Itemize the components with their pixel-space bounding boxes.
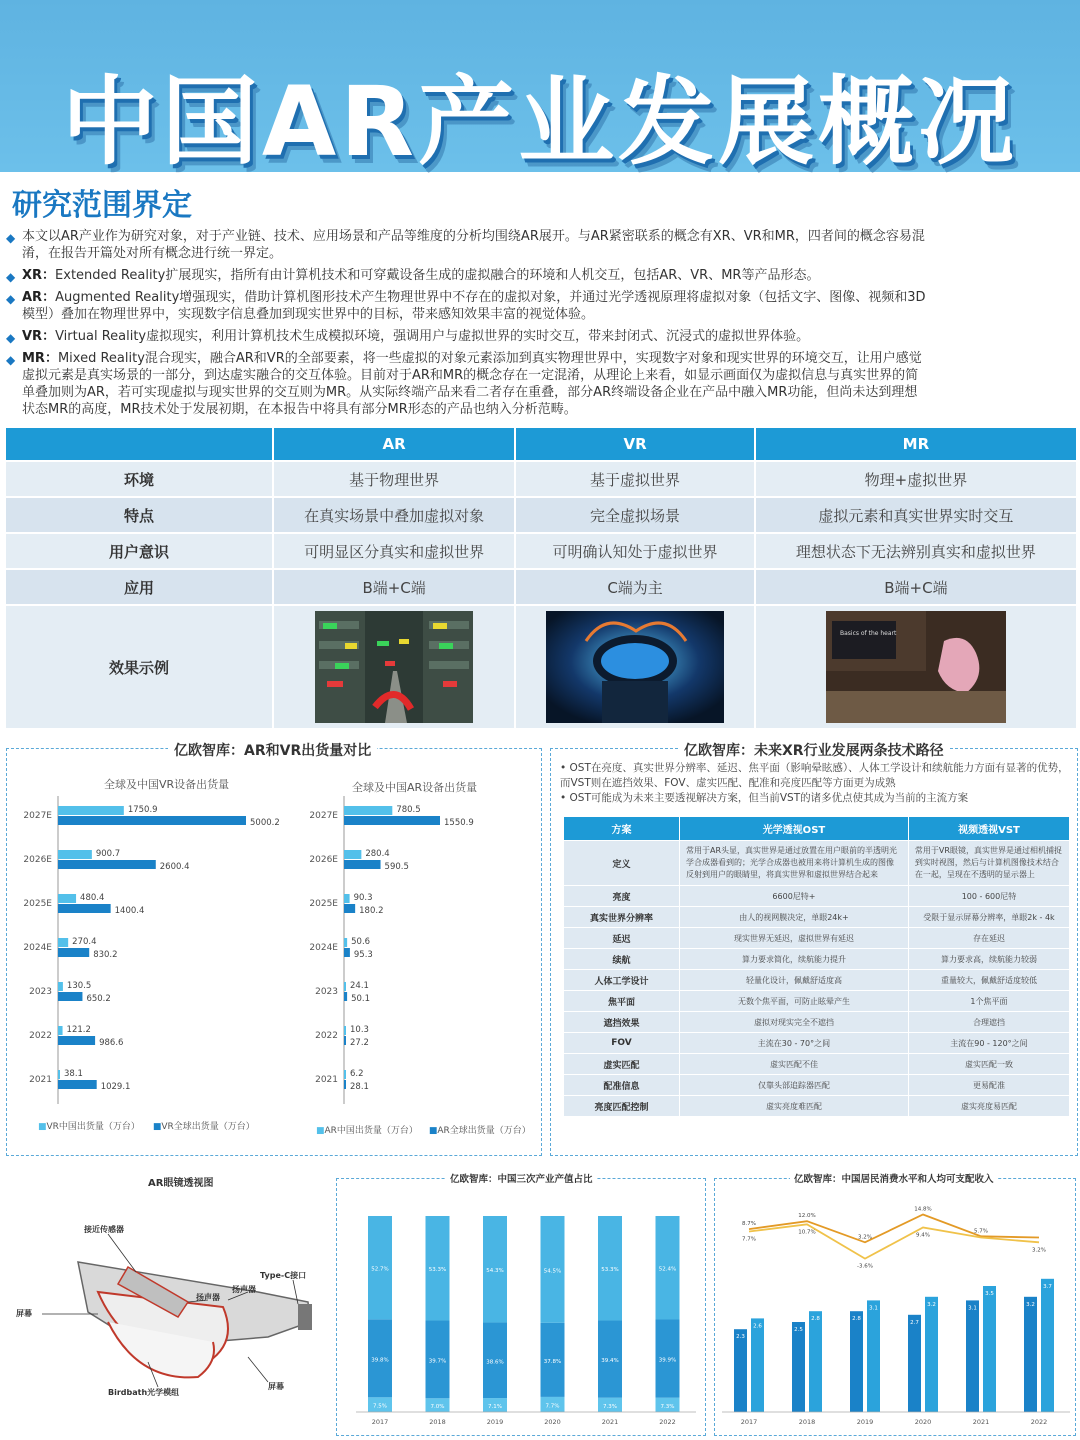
table-cell: 物理+虚拟世界 — [755, 461, 1077, 497]
definition-item: ◆ VR：Virtual Reality虚拟现实，利用计算机技术生成模拟环境，强调用户与虚拟世界的实时交互，带来封闭式、沉浸式的虚拟世界体验。 — [6, 329, 810, 345]
bar-global — [344, 860, 381, 869]
glasses-label: 屏幕 — [268, 1382, 284, 1391]
row-header: 亮度匹配控制 — [564, 1096, 680, 1117]
data-label: 2600.4 — [159, 862, 190, 872]
page-title: 中国AR产业发展概况 — [61, 66, 1019, 178]
ar-chart-title: 全球及中国AR设备出货量 — [352, 781, 478, 794]
table-header-row — [5, 427, 1077, 461]
tick-label: 2025E — [309, 899, 338, 909]
table-row — [564, 886, 1070, 907]
data-label: 780.5 — [396, 805, 421, 815]
table-row — [564, 1054, 1070, 1075]
data-label: 3.5 — [985, 1291, 994, 1297]
tick-label: 2022 — [315, 1031, 338, 1041]
table-cell: 合理遮挡 — [908, 1012, 1069, 1033]
row-header: 应用 — [5, 569, 273, 605]
bar-global — [344, 904, 355, 913]
industry-panel-title: 亿欧智库：中国三次产业产值占比 — [446, 1171, 597, 1185]
tech-bullet: • OST可能成为未来主要透视解决方案，但当前VST的诸多优点使其成为当前的主流方案 — [560, 792, 969, 804]
table-header: 光学透视OST — [680, 817, 909, 841]
diamond-icon: ◆ — [6, 292, 16, 306]
tick-label: 2022 — [659, 1418, 676, 1426]
data-label: 39.4% — [601, 1358, 619, 1365]
ar-shipment-chart — [300, 796, 538, 1104]
table-cell: 虚拟对现实完全不遮挡 — [680, 1012, 909, 1033]
bar — [966, 1300, 979, 1412]
data-label: 28.1 — [350, 1082, 369, 1092]
table-cell: 基于物理世界 — [273, 461, 515, 497]
bar — [792, 1322, 805, 1412]
bar — [908, 1315, 921, 1412]
title-banner — [0, 0, 1080, 178]
table-cell: 轻量化设计，佩戴舒适度高 — [680, 970, 909, 991]
data-label: 10.7% — [798, 1229, 816, 1236]
tick-label: 2021 — [601, 1418, 619, 1426]
data-label: 7.7% — [545, 1403, 560, 1410]
glasses-label: 屏幕 — [16, 1309, 32, 1318]
bar — [734, 1329, 747, 1412]
tick-label: 2021 — [29, 1075, 52, 1085]
data-label: 5000.2 — [250, 818, 280, 828]
table-cell: 虚拟元素和真实世界实时交互 — [755, 497, 1077, 533]
definition-item: ◆ MR：Mixed Reality混合现实，融合AR和VR的全部要素，将一些虚拟的对象元素添加到真实物理世界中，实现数字对象和现实世界的环境交互，让用户感觉虚拟元素是真实场景的一部分，到达虚实融合的交互体验。目前对于AR和MR的概念存在一定混淆，从理论上来看，如显示画面仅为虚拟信息与真实世界的简单叠加则为AR，若可实现虚拟与现实世界的交互则为MR。从实际终端产品来看二者存在重叠，部分AR终端设备企业在产品中融入MR功能，但尚未达到理想状态MR的高度，MR技术处于发展初期，在本报告中将具有部分MR形态的产品也纳入分析范畴。 — [6, 351, 922, 417]
tick-label: 2017 — [740, 1418, 758, 1426]
table-cell: B端+C端 — [273, 569, 515, 605]
table-cell: 无数个焦平面，可防止眩晕产生 — [680, 991, 909, 1012]
definition-item: ◆ 本文以AR产业作为研究对象，对于产业链、技术、应用场景和产品等维度的分析均围绕AR展开。与AR紧密联系的概念有XR、VR和MR，四者间的概念容易混淆，在报告开篇处对所有概念进行统一界定。 — [6, 229, 925, 261]
data-label: 38.6% — [486, 1359, 504, 1366]
diamond-icon: ◆ — [6, 353, 16, 367]
data-label: 7.1% — [488, 1404, 502, 1411]
row-header: 焦平面 — [564, 991, 680, 1012]
row-header: 延迟 — [564, 928, 680, 949]
table-cell: 完全虚拟场景 — [515, 497, 755, 533]
data-label: 2.5 — [794, 1327, 803, 1333]
data-label: 53.3% — [428, 1267, 447, 1274]
row-header: 续航 — [564, 949, 680, 970]
data-label: 270.4 — [72, 937, 97, 947]
bar-china — [58, 850, 92, 859]
row-header: 定义 — [564, 841, 680, 886]
bar — [751, 1318, 764, 1412]
bar — [1024, 1297, 1037, 1412]
tick-label: 2024E — [309, 943, 338, 953]
table-cell: 主流在90 - 120°之间 — [908, 1033, 1069, 1054]
legend-swatch: ■ — [152, 1122, 162, 1132]
row-header: 人体工学设计 — [564, 970, 680, 991]
table-row — [564, 1033, 1070, 1054]
data-label: 986.6 — [99, 1038, 124, 1048]
table-cell: 基于虚拟世界 — [515, 461, 755, 497]
row-header: 真实世界分辨率 — [564, 907, 680, 928]
row-header: 亮度 — [564, 886, 680, 907]
data-label: 12.0% — [798, 1213, 816, 1220]
data-label: 650.2 — [86, 994, 111, 1004]
data-label: 830.2 — [93, 950, 118, 960]
row-header: 用户意识 — [5, 533, 273, 569]
data-label: 6.2 — [350, 1069, 364, 1079]
tick-label: 2022 — [29, 1031, 52, 1041]
table-cell: 6600尼特+ — [680, 886, 909, 907]
data-label: 2.8 — [852, 1316, 861, 1323]
data-label: 7.3% — [603, 1403, 617, 1410]
table-cell: 算力要求高，续航能力较弱 — [908, 949, 1069, 970]
table-header-row — [564, 817, 1070, 841]
table-cell: 虚实匹配不佳 — [680, 1054, 909, 1075]
data-label: 54.3% — [486, 1268, 504, 1275]
data-label: 27.2 — [350, 1038, 369, 1048]
mr-image-caption: Basics of the heart — [839, 630, 897, 637]
data-label: 95.3 — [353, 950, 373, 960]
bar-global — [58, 1036, 95, 1045]
vr-headset-image — [546, 611, 724, 723]
glasses-label: Birdbath光学模组 — [108, 1388, 180, 1397]
bar — [983, 1286, 996, 1412]
tick-label: 2020 — [914, 1418, 932, 1426]
comparison-table — [4, 426, 1078, 730]
table-header: 视频透视VST — [908, 817, 1069, 841]
bar — [1041, 1279, 1054, 1412]
row-header: 遮挡效果 — [564, 1012, 680, 1033]
table-header — [5, 427, 273, 461]
bar-china — [58, 1026, 63, 1035]
data-label: 90.3 — [353, 893, 373, 903]
table-row — [564, 907, 1070, 928]
table-row — [564, 841, 1070, 886]
data-label: 9.4% — [916, 1232, 930, 1239]
tick-label: 2025E — [23, 899, 52, 909]
bar — [925, 1297, 938, 1412]
table-cell — [273, 605, 515, 729]
data-label: 8.7% — [742, 1221, 756, 1228]
table-cell: 常用于VR眼镜，真实世界是通过相机捕捉到实时视图，然后与计算机图像技术结合在一起，呈现在不透明的显示器上 — [908, 841, 1069, 886]
tick-label: 2019 — [486, 1418, 504, 1426]
data-label: 130.5 — [66, 981, 92, 991]
bar-china — [344, 850, 361, 859]
tick-label: 2024E — [23, 943, 52, 953]
tech-bullets — [560, 761, 1072, 806]
bar-global — [344, 1036, 346, 1045]
legend-swatch: ■ — [316, 1126, 325, 1136]
ar-glasses-diagram — [8, 1192, 328, 1432]
bar-china — [58, 1070, 60, 1079]
definition-list — [6, 228, 926, 423]
glasses-title: AR眼镜透视图 — [148, 1178, 214, 1189]
table-cell: 常用于AR头显，真实世界是通过放置在用户眼前的半透明光学合成器看到的；光学合成器也被用来将计算机生成的图像反射到用户的眼睛里，将真实世界和虚拟世界结合起来 — [680, 841, 909, 886]
legend-swatch: ■ — [428, 1126, 438, 1136]
data-label: 3.1 — [869, 1305, 878, 1312]
tick-label: 2018 — [429, 1418, 446, 1426]
tick-label: 2021 — [315, 1075, 338, 1085]
table-cell: 更易配准 — [908, 1075, 1069, 1096]
bar-global — [344, 816, 440, 825]
tick-label: 2023 — [29, 987, 52, 997]
tech-panel-title: 亿欧智库：未来XR行业发展两条技术路径 — [678, 740, 950, 760]
table-cell: 受限于显示屏幕分辨率，单眼2k - 4k — [908, 907, 1069, 928]
table-cell: 在真实场景中叠加虚拟对象 — [273, 497, 515, 533]
row-header: 效果示例 — [5, 605, 273, 729]
data-label: 38.1 — [64, 1069, 83, 1079]
data-label: 54.5% — [543, 1268, 562, 1275]
bar — [850, 1311, 863, 1412]
table-row — [5, 533, 1077, 569]
bar-china — [344, 894, 350, 903]
diamond-icon: ◆ — [6, 231, 16, 245]
data-label: 7.5% — [373, 1403, 387, 1410]
row-header: 配准信息 — [564, 1075, 680, 1096]
data-label: 53.3% — [601, 1267, 619, 1274]
data-label: 280.4 — [365, 849, 390, 859]
bar-global — [58, 904, 111, 913]
data-label: 24.1 — [350, 981, 369, 991]
table-row — [5, 569, 1077, 605]
row-header: FOV — [564, 1033, 680, 1054]
data-label: 2.8 — [811, 1316, 820, 1323]
data-label: 2.3 — [736, 1334, 745, 1341]
data-label: 3.2 — [1026, 1301, 1035, 1308]
bar-china — [344, 938, 347, 947]
data-label: 121.2 — [66, 1025, 91, 1035]
vr-legend: ■VR中国出货量（万台） ■VR全球出货量（万台） — [38, 1122, 255, 1132]
table-cell: 主流在30 - 70°之间 — [680, 1033, 909, 1054]
tick-label: 2022 — [1030, 1418, 1048, 1426]
data-label: -3.6% — [857, 1263, 873, 1270]
data-label: 14.8% — [914, 1206, 932, 1213]
glasses-label: 扬声器 — [232, 1285, 256, 1294]
bar-global — [58, 816, 246, 825]
data-label: 2.7 — [910, 1319, 919, 1326]
bar-global — [58, 860, 156, 869]
data-label: 5.7% — [974, 1228, 988, 1235]
mr-room-image — [826, 611, 1006, 723]
table-cell: 理想状态下无法辨别真实和虚拟世界 — [755, 533, 1077, 569]
table-row — [564, 1012, 1070, 1033]
table-cell: 算力要求简化，续航能力提升 — [680, 949, 909, 970]
tick-label: 2021 — [972, 1418, 990, 1426]
bar-global — [344, 948, 350, 957]
table-cell: 1个焦平面 — [908, 991, 1069, 1012]
vr-chart-title: 全球及中国VR设备出货量 — [104, 778, 230, 791]
vr-shipment-chart — [14, 796, 292, 1104]
table-cell: 由人的视网膜决定，单眼24k+ — [680, 907, 909, 928]
table-cell: 虚实亮度易匹配 — [908, 1096, 1069, 1117]
glasses-label: 接近传感器 — [84, 1225, 124, 1234]
table-row — [5, 605, 1077, 729]
table-row — [564, 1075, 1070, 1096]
table-header: 方案 — [564, 817, 680, 841]
table-row — [564, 1096, 1070, 1117]
income-chart — [718, 1190, 1074, 1434]
bar-global — [58, 1080, 97, 1089]
data-label: 52.7% — [371, 1266, 389, 1273]
glasses-label: 扬声器 — [196, 1293, 220, 1302]
table-cell: 存在延迟 — [908, 928, 1069, 949]
table-cell: C端为主 — [515, 569, 755, 605]
data-label: 3.7 — [1043, 1283, 1052, 1290]
bar — [867, 1300, 880, 1412]
data-label: 7.0% — [430, 1404, 445, 1411]
legend-swatch: ■ — [38, 1122, 47, 1132]
table-cell: 虚实亮度难匹配 — [680, 1096, 909, 1117]
data-label: 1550.9 — [444, 818, 474, 828]
tick-label: 2026E — [23, 855, 52, 865]
tech-bullet: • OST在亮度、真实世界分辨率、延迟、焦平面（影响晕眩感）、人体工学设计和续航能力方面有显著的优势，而VST则在遮挡效果、FOV、虚实匹配、配准和亮度匹配等方面更为成熟 — [560, 762, 1069, 789]
data-label: 52.4% — [658, 1266, 677, 1273]
data-label: 39.8% — [371, 1357, 389, 1364]
tech-table — [563, 816, 1070, 1117]
data-label: 590.5 — [384, 862, 409, 872]
bar-china — [58, 938, 68, 947]
ar-legend: ■AR中国出货量（万台） ■AR全球出货量（万台） — [316, 1126, 531, 1136]
bar-global — [344, 1080, 346, 1089]
table-cell: B端+C端 — [755, 569, 1077, 605]
data-label: 1750.9 — [127, 805, 158, 815]
table-cell — [755, 605, 1077, 729]
data-label: 7.7% — [742, 1236, 756, 1243]
ar-warehouse-image — [315, 611, 473, 723]
table-row — [564, 928, 1070, 949]
definition-item: ◆ AR：Augmented Reality增强现实，借助计算机图形技术产生物理世界中不存在的虚拟对象，并通过光学透视原理将虚拟对象（包括文字、图像、视频和3D模型）叠加在物理世界中，实现数字信息叠加到现实世界中的目标，带来感知效果丰富的视觉体验。 — [6, 290, 926, 322]
bar-global — [344, 992, 347, 1001]
table-cell: 虚实匹配一致 — [908, 1054, 1069, 1075]
data-label: 1029.1 — [100, 1082, 131, 1092]
data-label: 180.2 — [359, 906, 384, 916]
bar-china — [344, 982, 346, 991]
table-row — [5, 461, 1077, 497]
tick-label: 2020 — [544, 1418, 561, 1426]
row-header: 特点 — [5, 497, 273, 533]
tick-label: 2027E — [309, 811, 338, 821]
bar-global — [58, 948, 89, 957]
data-label: 50.1 — [351, 994, 371, 1004]
line-series — [749, 1224, 1039, 1258]
table-header: AR — [273, 427, 515, 461]
shipment-panel-title: 亿欧智库：AR和VR出货量对比 — [168, 740, 377, 760]
data-label: 3.2 — [927, 1301, 936, 1308]
tick-label: 2018 — [798, 1418, 816, 1426]
diamond-icon: ◆ — [6, 331, 16, 345]
table-cell: 现实世界无延迟，虚拟世界有延迟 — [680, 928, 909, 949]
data-label: 480.4 — [80, 893, 105, 903]
data-label: 3.2% — [858, 1234, 872, 1241]
tick-label: 2017 — [371, 1418, 389, 1426]
table-row — [564, 970, 1070, 991]
table-cell: 可明确认知处于虚拟世界 — [515, 533, 755, 569]
data-label: 7.3% — [660, 1403, 675, 1410]
bar-china — [344, 806, 392, 815]
data-label: 2.6 — [753, 1323, 762, 1330]
data-label: 3.2% — [1032, 1247, 1046, 1254]
tick-label: 2019 — [856, 1418, 874, 1426]
row-header: 环境 — [5, 461, 273, 497]
diamond-icon: ◆ — [6, 270, 16, 284]
bar-global — [58, 992, 82, 1001]
bar-china — [344, 1070, 346, 1079]
table-cell — [515, 605, 755, 729]
table-cell: 可明显区分真实和虚拟世界 — [273, 533, 515, 569]
data-label: 3.1 — [968, 1305, 977, 1312]
data-label: 1400.4 — [114, 906, 145, 916]
glasses-label: Type-C接口 — [260, 1271, 307, 1280]
section-title: 研究范围界定 — [12, 188, 192, 223]
tick-label: 2023 — [315, 987, 338, 997]
data-label: 50.6 — [351, 937, 371, 947]
table-cell: 重量较大，佩戴舒适度较低 — [908, 970, 1069, 991]
income-panel-title: 亿欧智库：中国居民消费水平和人均可支配收入 — [790, 1171, 998, 1185]
data-label: 10.3 — [350, 1025, 369, 1035]
table-row — [564, 991, 1070, 1012]
table-cell: 100 - 600尼特 — [908, 886, 1069, 907]
data-label: 39.9% — [658, 1357, 677, 1364]
bar — [809, 1311, 822, 1412]
data-label: 39.7% — [428, 1358, 447, 1365]
data-label: 37.8% — [543, 1358, 562, 1365]
table-header: MR — [755, 427, 1077, 461]
bar-china — [58, 982, 63, 991]
data-label: 900.7 — [95, 849, 121, 859]
industry-share-chart — [340, 1190, 704, 1434]
table-row — [5, 497, 1077, 533]
table-row — [564, 949, 1070, 970]
row-header: 虚实匹配 — [564, 1054, 680, 1075]
tick-label: 2027E — [23, 811, 52, 821]
tick-label: 2026E — [309, 855, 338, 865]
bar-china — [58, 894, 76, 903]
definition-item: ◆ XR：Extended Reality扩展现实，指所有由计算机技术和可穿戴设备生成的虚拟融合的环境和人机交互，包括AR、VR、MR等产品形态。 — [6, 268, 820, 284]
bar-china — [344, 1026, 346, 1035]
table-cell: 仅靠头部追踪器匹配 — [680, 1075, 909, 1096]
bar-china — [58, 806, 124, 815]
table-header: VR — [515, 427, 755, 461]
